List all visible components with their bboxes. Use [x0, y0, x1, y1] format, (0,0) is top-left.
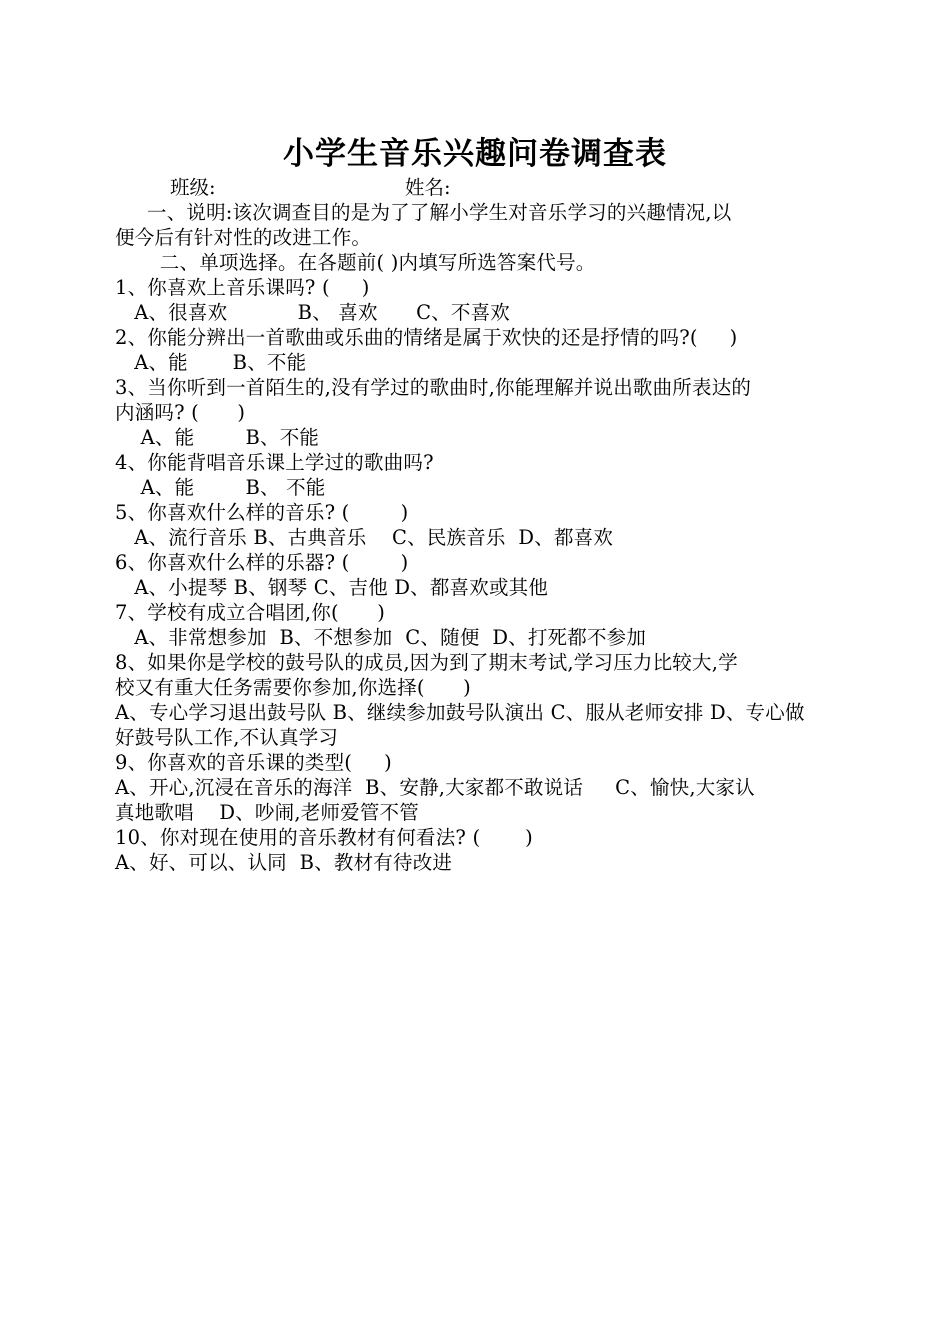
question-10-options: A、好、可以、认同 B、教材有待改进: [115, 851, 453, 874]
question-2: 2、你能分辨出一首歌曲或乐曲的情绪是属于欢快的还是抒情的吗?( ): [115, 326, 738, 349]
question-1: 1、你喜欢上音乐课吗? ( ): [115, 276, 370, 299]
section-heading: 二、单项选择。在各题前( )内填写所选答案代号。: [115, 251, 596, 274]
question-8: 8、如果你是学校的鼓号队的成员,因为到了期末考试,学习压力比较大,学: [115, 651, 738, 674]
question-9-options: A、开心,沉浸在音乐的海洋 B、安静,大家都不敢说话 C、愉快,大家认: [115, 776, 755, 799]
name-label: 姓名:: [405, 176, 451, 199]
question-4: 4、你能背唱音乐课上学过的歌曲吗?: [115, 451, 434, 474]
question-9-options-cont: 真地歌唱 D、吵闹,老师爱管不管: [115, 801, 419, 824]
class-label: 班级:: [170, 176, 216, 199]
document-title: 小学生音乐兴趣问卷调查表: [283, 136, 667, 172]
question-3: 3、当你听到一首陌生的,没有学过的歌曲时,你能理解并说出歌曲所表达的: [115, 376, 752, 399]
question-6: 6、你喜欢什么样的乐器? ( ): [115, 551, 409, 574]
intro-line-2: 便今后有针对性的改进工作。: [115, 226, 372, 249]
question-4-options: A、能 B、 不能: [115, 476, 326, 499]
question-10: 10、你对现在使用的音乐教材有何看法? ( ): [115, 826, 533, 849]
question-5: 5、你喜欢什么样的音乐? ( ): [115, 501, 409, 524]
question-7: 7、学校有成立合唱团,你( ): [115, 601, 386, 624]
question-2-options: A、能 B、不能: [115, 351, 307, 374]
question-3-cont: 内涵吗? ( ): [115, 401, 246, 424]
question-6-options: A、小提琴 B、钢琴 C、吉他 D、都喜欢或其他: [115, 576, 549, 599]
intro-line-1: 一、说明:该次调查目的是为了了解小学生对音乐学习的兴趣情况,以: [115, 201, 732, 224]
question-8-cont: 校又有重大任务需要你参加,你选择( ): [115, 676, 471, 699]
question-8-options: A、专心学习退出鼓号队 B、继续参加鼓号队演出 C、服从老师安排 D、专心做: [115, 701, 805, 724]
question-7-options: A、非常想参加 B、不想参加 C、随便 D、打死都不参加: [115, 626, 647, 649]
question-5-options: A、流行音乐 B、古典音乐 C、民族音乐 D、都喜欢: [115, 526, 614, 549]
question-8-options-cont: 好鼓号队工作,不认真学习: [115, 726, 339, 749]
question-3-options: A、能 B、不能: [115, 426, 320, 449]
question-1-options: A、很喜欢 B、 喜欢 C、不喜欢: [115, 301, 511, 324]
question-9: 9、你喜欢的音乐课的类型( ): [115, 751, 392, 774]
